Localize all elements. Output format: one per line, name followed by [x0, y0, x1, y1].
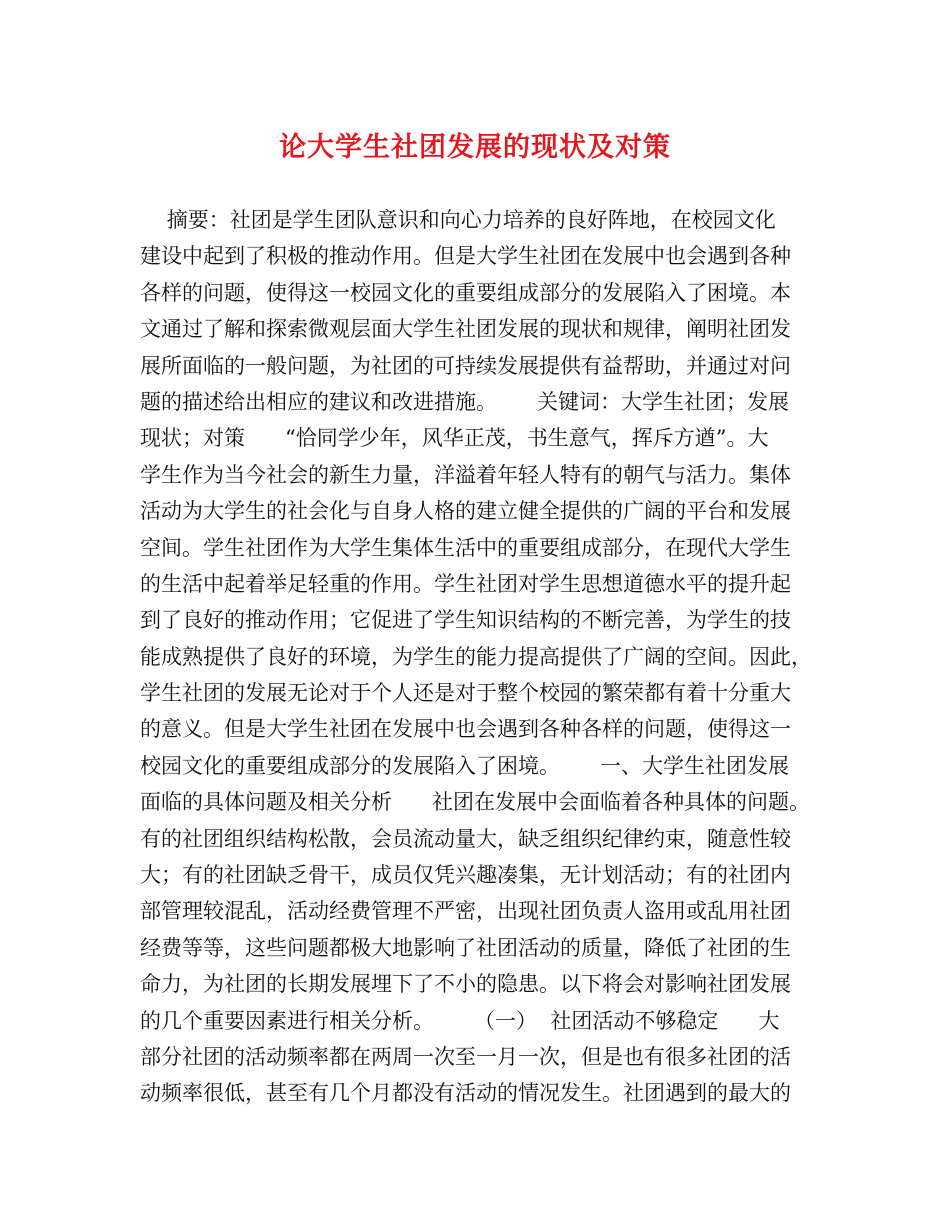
- document-title: 论大学生社团发展的现状及对策: [279, 132, 671, 163]
- body-line: 学生作为当今社会的新生力量，洋溢着年轻人特有的朝气与活力。集体: [140, 462, 791, 487]
- body-line: 的生活中起着举足轻重的作用。学生社团对学生思想道德水平的提升起: [140, 571, 791, 596]
- body-line: 各样的问题，使得这一校园文化的重要组成部分的发展陷入了困境。本: [140, 280, 791, 305]
- body-line: 面临的具体问题及相关分析 社团在发展中会面临着各种具体的问题。: [140, 790, 811, 815]
- body-line: 的几个重要因素进行相关分析。 （一） 社团活动不够稳定 大: [140, 1008, 780, 1033]
- body-line: 能成熟提供了良好的环境，为学生的能力提高提供了广阔的空间。因此，: [140, 644, 812, 669]
- body-line: 文通过了解和探索微观层面大学生社团发展的现状和规律，阐明社团发: [140, 317, 791, 342]
- document-body: [140, 202, 830, 1112]
- body-line: 大；有的社团缺乏骨干，成员仅凭兴趣凑集，无计划活动；有的社团内: [140, 863, 791, 888]
- body-line: 部分社团的活动频率都在两周一次至一月一次，但是也有很多社团的活: [140, 1044, 791, 1069]
- body-line: 现状；对策 “恰同学少年，风华正茂，书生意气，挥斥方遒”。大: [140, 426, 769, 451]
- body-line: 题的描述给出相应的建议和改进措施。 关键词：大学生社团；发展: [140, 389, 790, 414]
- body-line: 校园文化的重要组成部分的发展陷入了困境。 一、大学生社团发展: [140, 753, 790, 778]
- body-line: 展所面临的一般问题，为社团的可持续发展提供有益帮助，并通过对问: [140, 353, 791, 378]
- body-line: 活动为大学生的社会化与自身人格的建立健全提供的广阔的平台和发展: [140, 499, 791, 524]
- body-line: 建设中起到了积极的推动作用。但是大学生社团在发展中也会遇到各种: [140, 244, 791, 269]
- body-line: 有的社团组织结构松散，会员流动量大，缺乏组织纪律约束，随意性较: [140, 826, 791, 851]
- body-line: 的意义。但是大学生社团在发展中也会遇到各种各样的问题，使得这一: [140, 717, 791, 742]
- body-line: 命力，为社团的长期发展埋下了不小的隐患。以下将会对影响社团发展: [140, 972, 791, 997]
- body-line: 经费等等，这些问题都极大地影响了社团活动的质量，降低了社团的生: [140, 935, 791, 960]
- body-line: 学生社团的发展无论对于个人还是对于整个校园的繁荣都有着十分重大: [140, 681, 791, 706]
- body-line: 摘要：社团是学生团队意识和向心力培养的良好阵地，在校园文化: [140, 208, 776, 232]
- body-line: 部管理较混乱，活动经费管理不严密，出现社团负责人盗用或乱用社团: [140, 899, 791, 924]
- body-line: 空间。学生社团作为大学生集体生活中的重要组成部分，在现代大学生: [140, 535, 791, 560]
- body-line: 动频率很低，甚至有几个月都没有活动的情况发生。社团遇到的最大的: [140, 1081, 791, 1106]
- body-line: 到了良好的推动作用；它促进了学生知识结构的不断完善，为学生的技: [140, 608, 791, 633]
